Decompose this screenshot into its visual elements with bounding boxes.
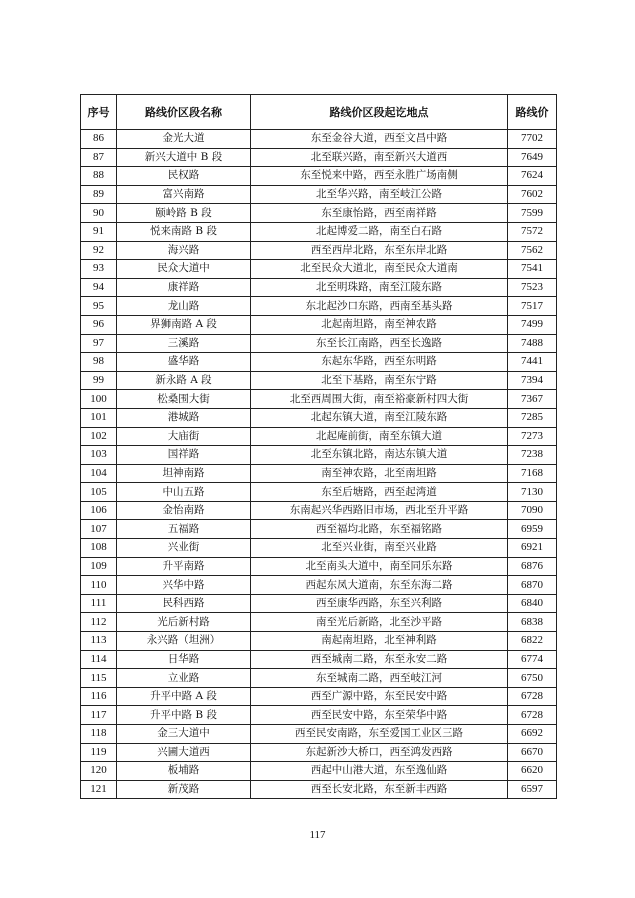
table-row <box>81 669 557 688</box>
cell-section-range: 东至后塘路，西至起湾道 <box>251 483 508 502</box>
cell-serial-number: 104 <box>81 464 117 483</box>
cell-serial-number: 99 <box>81 371 117 390</box>
cell-route-price: 7168 <box>508 464 557 483</box>
cell-section-name: 大庙街 <box>117 427 251 446</box>
table-row <box>81 483 557 502</box>
cell-section-range: 西至长安北路，东至新丰西路 <box>251 780 508 799</box>
cell-route-price: 7517 <box>508 297 557 316</box>
table-row <box>81 408 557 427</box>
cell-section-name: 升平中路 A 段 <box>117 687 251 706</box>
header-section-range: 路线价区段起讫地点 <box>251 95 508 130</box>
table-row <box>81 427 557 446</box>
cell-section-range: 西至康华西路，东至兴利路 <box>251 594 508 613</box>
cell-section-range: 北起庵前街，南至东镇大道 <box>251 427 508 446</box>
table-row <box>81 297 557 316</box>
table-row <box>81 222 557 241</box>
cell-serial-number: 115 <box>81 669 117 688</box>
cell-section-range: 西至西岸北路，东至东岸北路 <box>251 241 508 260</box>
cell-route-price: 6597 <box>508 780 557 799</box>
cell-section-name: 龙山路 <box>117 297 251 316</box>
cell-section-name: 颐岭路 B 段 <box>117 204 251 223</box>
cell-section-range: 西起中山港大道，东至逸仙路 <box>251 762 508 781</box>
table-row <box>81 204 557 223</box>
table-header-row <box>81 95 557 130</box>
cell-serial-number: 88 <box>81 167 117 186</box>
cell-section-range: 北至华兴路，南至岐江公路 <box>251 185 508 204</box>
table-row <box>81 613 557 632</box>
cell-route-price: 7649 <box>508 148 557 167</box>
cell-section-name: 升平南路 <box>117 557 251 576</box>
cell-section-range: 南起南坦路，北至神利路 <box>251 632 508 651</box>
cell-serial-number: 87 <box>81 148 117 167</box>
table-row <box>81 185 557 204</box>
table-row <box>81 353 557 372</box>
cell-serial-number: 112 <box>81 613 117 632</box>
cell-section-name: 新兴大道中 B 段 <box>117 148 251 167</box>
cell-serial-number: 109 <box>81 557 117 576</box>
cell-section-name: 民众大道中 <box>117 260 251 279</box>
cell-serial-number: 105 <box>81 483 117 502</box>
cell-route-price: 7499 <box>508 315 557 334</box>
table-row <box>81 334 557 353</box>
cell-serial-number: 94 <box>81 278 117 297</box>
cell-section-name: 松桑围大街 <box>117 390 251 409</box>
cell-route-price: 6840 <box>508 594 557 613</box>
table-row <box>81 632 557 651</box>
cell-serial-number: 89 <box>81 185 117 204</box>
cell-serial-number: 91 <box>81 222 117 241</box>
table-row <box>81 520 557 539</box>
cell-section-range: 东起新沙大桥口，西至鸿发西路 <box>251 743 508 762</box>
cell-section-name: 立业路 <box>117 669 251 688</box>
cell-route-price: 6728 <box>508 687 557 706</box>
page-number: 117 <box>309 829 326 841</box>
cell-route-price: 6620 <box>508 762 557 781</box>
cell-route-price: 6774 <box>508 650 557 669</box>
table-row <box>81 539 557 558</box>
cell-serial-number: 98 <box>81 353 117 372</box>
table-row <box>81 725 557 744</box>
cell-section-range: 北起南坦路，南至神农路 <box>251 315 508 334</box>
table-row <box>81 446 557 465</box>
cell-serial-number: 108 <box>81 539 117 558</box>
table-row <box>81 650 557 669</box>
cell-section-range: 北至下基路，南至东宁路 <box>251 371 508 390</box>
cell-section-range: 西至福均北路，东至福铭路 <box>251 520 508 539</box>
cell-route-price: 7624 <box>508 167 557 186</box>
cell-serial-number: 114 <box>81 650 117 669</box>
cell-section-range: 北至明珠路，南至江陵东路 <box>251 278 508 297</box>
cell-section-range: 北至兴业街，南至兴业路 <box>251 539 508 558</box>
cell-route-price: 6876 <box>508 557 557 576</box>
cell-route-price: 7702 <box>508 130 557 149</box>
cell-serial-number: 118 <box>81 725 117 744</box>
cell-section-name: 升平中路 B 段 <box>117 706 251 725</box>
cell-serial-number: 92 <box>81 241 117 260</box>
cell-serial-number: 111 <box>81 594 117 613</box>
table-row <box>81 371 557 390</box>
cell-section-name: 坦神南路 <box>117 464 251 483</box>
cell-route-price: 7090 <box>508 501 557 520</box>
cell-serial-number: 90 <box>81 204 117 223</box>
cell-serial-number: 113 <box>81 632 117 651</box>
cell-route-price: 6728 <box>508 706 557 725</box>
cell-route-price: 7488 <box>508 334 557 353</box>
cell-serial-number: 119 <box>81 743 117 762</box>
table-row <box>81 762 557 781</box>
cell-route-price: 7285 <box>508 408 557 427</box>
cell-serial-number: 96 <box>81 315 117 334</box>
cell-section-name: 兴华中路 <box>117 576 251 595</box>
cell-route-price: 7562 <box>508 241 557 260</box>
table-row <box>81 167 557 186</box>
cell-section-range: 北至西周围大街，南至裕豪新村四大街 <box>251 390 508 409</box>
table-row <box>81 576 557 595</box>
cell-section-range: 西至广源中路，东至民安中路 <box>251 687 508 706</box>
cell-route-price: 7599 <box>508 204 557 223</box>
cell-section-range: 东起东华路，西至东明路 <box>251 353 508 372</box>
table-row <box>81 501 557 520</box>
table-body <box>81 130 557 799</box>
cell-route-price: 7572 <box>508 222 557 241</box>
cell-route-price: 7367 <box>508 390 557 409</box>
cell-section-range: 西至民安中路，东至荣华中路 <box>251 706 508 725</box>
cell-section-name: 盛华路 <box>117 353 251 372</box>
cell-section-name: 板埔路 <box>117 762 251 781</box>
cell-section-range: 北至南头大道中，南至同乐东路 <box>251 557 508 576</box>
table-row <box>81 780 557 799</box>
cell-route-price: 6670 <box>508 743 557 762</box>
table-row <box>81 743 557 762</box>
cell-serial-number: 102 <box>81 427 117 446</box>
cell-section-range: 西至民安南路，东至爱国工业区三路 <box>251 725 508 744</box>
cell-route-price: 6822 <box>508 632 557 651</box>
cell-section-name: 悦来南路 B 段 <box>117 222 251 241</box>
cell-section-name: 永兴路（坦洲） <box>117 632 251 651</box>
cell-route-price: 6750 <box>508 669 557 688</box>
cell-section-range: 西至城南二路，东至永安二路 <box>251 650 508 669</box>
cell-section-name: 富兴南路 <box>117 185 251 204</box>
cell-section-range: 东至城南二路，西至岐江河 <box>251 669 508 688</box>
cell-section-range: 北至东镇北路，南达东镇大道 <box>251 446 508 465</box>
cell-serial-number: 116 <box>81 687 117 706</box>
table-row <box>81 315 557 334</box>
table-row <box>81 464 557 483</box>
cell-route-price: 7238 <box>508 446 557 465</box>
cell-route-price: 7273 <box>508 427 557 446</box>
cell-section-range: 东至金谷大道，西至文昌中路 <box>251 130 508 149</box>
cell-section-range: 北起东镇大道，南至江陵东路 <box>251 408 508 427</box>
cell-serial-number: 110 <box>81 576 117 595</box>
cell-serial-number: 120 <box>81 762 117 781</box>
cell-section-name: 金三大道中 <box>117 725 251 744</box>
cell-route-price: 7602 <box>508 185 557 204</box>
cell-section-range: 东至长江南路，西至长逸路 <box>251 334 508 353</box>
cell-route-price: 7394 <box>508 371 557 390</box>
cell-route-price: 6921 <box>508 539 557 558</box>
cell-route-price: 7541 <box>508 260 557 279</box>
cell-section-name: 康祥路 <box>117 278 251 297</box>
table-row <box>81 130 557 149</box>
cell-serial-number: 106 <box>81 501 117 520</box>
cell-route-price: 7441 <box>508 353 557 372</box>
cell-section-name: 国祥路 <box>117 446 251 465</box>
cell-section-name: 新永路 A 段 <box>117 371 251 390</box>
table-row <box>81 594 557 613</box>
cell-section-name: 光后新村路 <box>117 613 251 632</box>
table-row <box>81 148 557 167</box>
cell-route-price: 6838 <box>508 613 557 632</box>
cell-section-range: 北起博爱二路，南至白石路 <box>251 222 508 241</box>
table-row <box>81 687 557 706</box>
cell-section-range: 东至康怡路，西至南祥路 <box>251 204 508 223</box>
cell-section-name: 界狮南路 A 段 <box>117 315 251 334</box>
cell-section-range: 北至联兴路，南至新兴大道西 <box>251 148 508 167</box>
cell-section-range: 南至神农路，北至南坦路 <box>251 464 508 483</box>
cell-serial-number: 95 <box>81 297 117 316</box>
cell-serial-number: 103 <box>81 446 117 465</box>
cell-serial-number: 121 <box>81 780 117 799</box>
table-row <box>81 241 557 260</box>
cell-serial-number: 97 <box>81 334 117 353</box>
cell-section-name: 海兴路 <box>117 241 251 260</box>
table-row <box>81 278 557 297</box>
cell-section-range: 东至悦来中路，西至永胜广场南侧 <box>251 167 508 186</box>
road-price-table <box>80 94 557 799</box>
cell-section-name: 中山五路 <box>117 483 251 502</box>
cell-serial-number: 117 <box>81 706 117 725</box>
cell-section-name: 兴业街 <box>117 539 251 558</box>
cell-section-name: 民科西路 <box>117 594 251 613</box>
cell-section-range: 东南起兴华西路旧市场，西北至升平路 <box>251 501 508 520</box>
table-row <box>81 390 557 409</box>
table-row <box>81 260 557 279</box>
cell-section-range: 北至民众大道北，南至民众大道南 <box>251 260 508 279</box>
cell-section-name: 金怡南路 <box>117 501 251 520</box>
cell-section-name: 五福路 <box>117 520 251 539</box>
header-route-price: 路线价 <box>508 95 557 130</box>
header-section-name: 路线价区段名称 <box>117 95 251 130</box>
table-row <box>81 706 557 725</box>
header-serial-number: 序号 <box>81 95 117 130</box>
cell-route-price: 6870 <box>508 576 557 595</box>
cell-section-name: 民权路 <box>117 167 251 186</box>
cell-section-name: 金光大道 <box>117 130 251 149</box>
cell-serial-number: 100 <box>81 390 117 409</box>
table-row <box>81 557 557 576</box>
cell-section-range: 西起东凤大道南，东至东海二路 <box>251 576 508 595</box>
cell-section-name: 日华路 <box>117 650 251 669</box>
cell-route-price: 7523 <box>508 278 557 297</box>
cell-route-price: 7130 <box>508 483 557 502</box>
cell-serial-number: 107 <box>81 520 117 539</box>
cell-route-price: 6959 <box>508 520 557 539</box>
cell-serial-number: 101 <box>81 408 117 427</box>
cell-section-name: 三溪路 <box>117 334 251 353</box>
cell-section-name: 新茂路 <box>117 780 251 799</box>
cell-section-range: 南至光后新路，北至沙平路 <box>251 613 508 632</box>
cell-section-range: 东北起沙口东路，西南至基头路 <box>251 297 508 316</box>
cell-serial-number: 93 <box>81 260 117 279</box>
cell-section-name: 兴圃大道西 <box>117 743 251 762</box>
cell-section-name: 港城路 <box>117 408 251 427</box>
cell-serial-number: 86 <box>81 130 117 149</box>
cell-route-price: 6692 <box>508 725 557 744</box>
